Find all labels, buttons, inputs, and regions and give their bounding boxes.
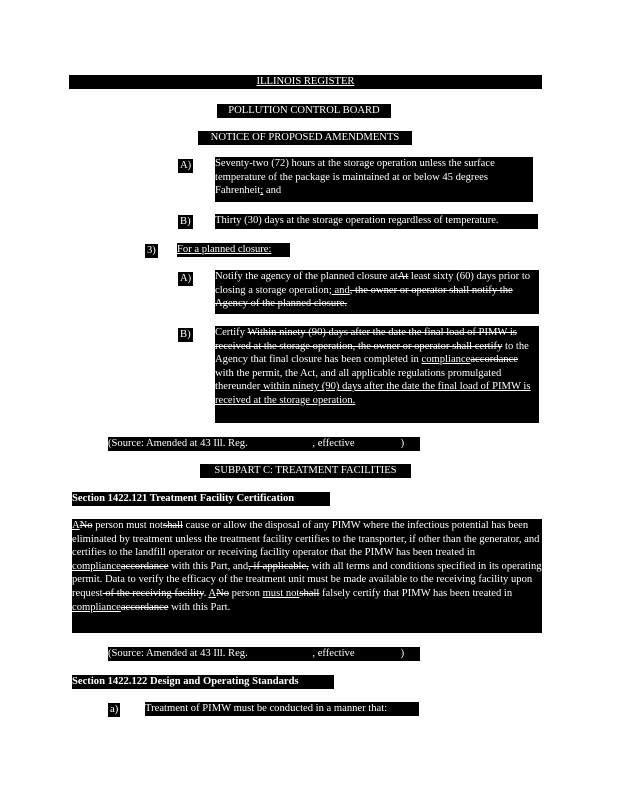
board-title (217, 104, 391, 118)
item-a2-text (215, 270, 539, 314)
notice-title (198, 131, 412, 145)
item-b2-text (215, 326, 539, 423)
source-2-mid: , effective (312, 648, 355, 659)
source-1-mid: , effective (312, 438, 355, 449)
section-121-body (72, 519, 542, 633)
text-segment: must not (262, 587, 300, 599)
text-segment: accordance (120, 601, 169, 613)
text-segment: to the Agency that final closure has been completed in (215, 340, 529, 366)
text-segment: compliance (72, 560, 121, 572)
text-segment: of the receiving facility (102, 587, 204, 599)
text-segment: shall (162, 520, 183, 531)
register-title: ILLINOIS REGISTER (256, 76, 355, 87)
item-a2-label: A) (180, 273, 192, 284)
section-121-heading-text: Section 1422.121 Treatment Facility Certification (72, 493, 295, 504)
text-segment: and (263, 185, 282, 197)
text-segment: ; and (328, 284, 350, 296)
text-segment: Thirty (30) days at the storage operation regardless of temperature. (215, 215, 499, 226)
source-note-2 (108, 647, 420, 661)
text-segment: , if applicable, (248, 560, 309, 572)
text-segment: person must not (92, 520, 163, 531)
source-note-1 (108, 437, 420, 451)
board-title-text: POLLUTION CONTROL BOARD (228, 105, 380, 116)
text-segment: Seventy-two (72) hours at the storage operation unless the surface temperature of the package is maintained at or below 45 degrees Fahrenheit (215, 158, 495, 197)
text-segment: with this Part, and (168, 560, 249, 572)
section-3-label: 3) (147, 245, 156, 256)
text-segment: , the owner or operator shall notify the Agency of the planned closure. (215, 284, 513, 310)
section-3-title (177, 243, 290, 257)
section-122-a-text (145, 702, 419, 716)
text-segment: person (229, 587, 263, 599)
text-segment: Notify the agency of the planned closure at (215, 271, 398, 282)
text-segment: At (397, 271, 409, 282)
item-b1-label: B) (180, 216, 191, 227)
subpart-heading-text: SUBPART C: TREATMENT FACILITIES (214, 465, 397, 476)
notice-title-text: NOTICE OF PROPOSED AMENDMENTS (210, 132, 400, 143)
text-segment: ; (260, 185, 264, 197)
section-122-heading (72, 675, 334, 689)
source-1-text: (Source: Amended at 43 Ill. Reg. (108, 438, 251, 449)
text-segment: A (72, 520, 80, 531)
section-122-heading-text: Section 1422.122 Design and Operating Standards (72, 676, 299, 687)
text-segment: No (216, 587, 230, 599)
text-segment: Within ninety (90) days after the date the final load of PIMW is received at the storage operation, the owner or operator shall certify (215, 327, 517, 352)
section-3-title-text: For a planned closure: (177, 244, 272, 255)
text-segment: Certify (215, 327, 248, 338)
source-2-end: ) (400, 648, 405, 659)
text-segment: with this Part. (168, 601, 231, 613)
text-segment: cause or allow the disposal of any PIMW where the infectious potential has been eliminated by treatment unless the treatment facility certifies to the transporter, if other than the generator, and certifies to the landfill operator or receiving facility operator that the PIMW has been treated in (72, 520, 540, 559)
text-segment: No (79, 520, 93, 531)
section-122-a-label: a) (110, 704, 119, 715)
item-b1-text (215, 214, 538, 229)
text-segment: compliance (72, 601, 121, 613)
source-2-text: (Source: Amended at 43 Ill. Reg. (108, 648, 251, 659)
section-121-heading (72, 492, 330, 506)
text-segment: within ninety (90) days after the date the final load of PIMW is received at the storage operation. (215, 381, 531, 406)
source-1-end: ) (400, 438, 405, 449)
text-segment: with all terms and conditions specified in its operating permit. Data to verify the efficacy of the treatment unit must be made available to the receiving facility upon request (72, 560, 542, 599)
section-122-a-text-content: Treatment of PIMW must be conducted in a manner that: (145, 703, 388, 714)
text-segment: with the permit, the Act, and all applicable regulations promulgated thereunder (215, 367, 502, 393)
text-segment: accordance (120, 560, 169, 572)
subpart-heading (200, 464, 411, 478)
text-segment: shall (299, 587, 320, 599)
text-segment: A (208, 587, 217, 599)
text-segment: compliance (421, 354, 471, 366)
text-segment: . (203, 587, 209, 599)
item-a1-text (215, 157, 533, 202)
text-segment: falsely certify that PIMW has been treated in (319, 587, 513, 599)
text-segment: accordance (470, 354, 518, 366)
item-a1-label: A) (180, 160, 192, 171)
item-b2-label: B) (180, 329, 191, 340)
text-segment: least sixty (60) days prior to closing a storage operation (215, 271, 531, 296)
register-title-bar (69, 75, 542, 89)
